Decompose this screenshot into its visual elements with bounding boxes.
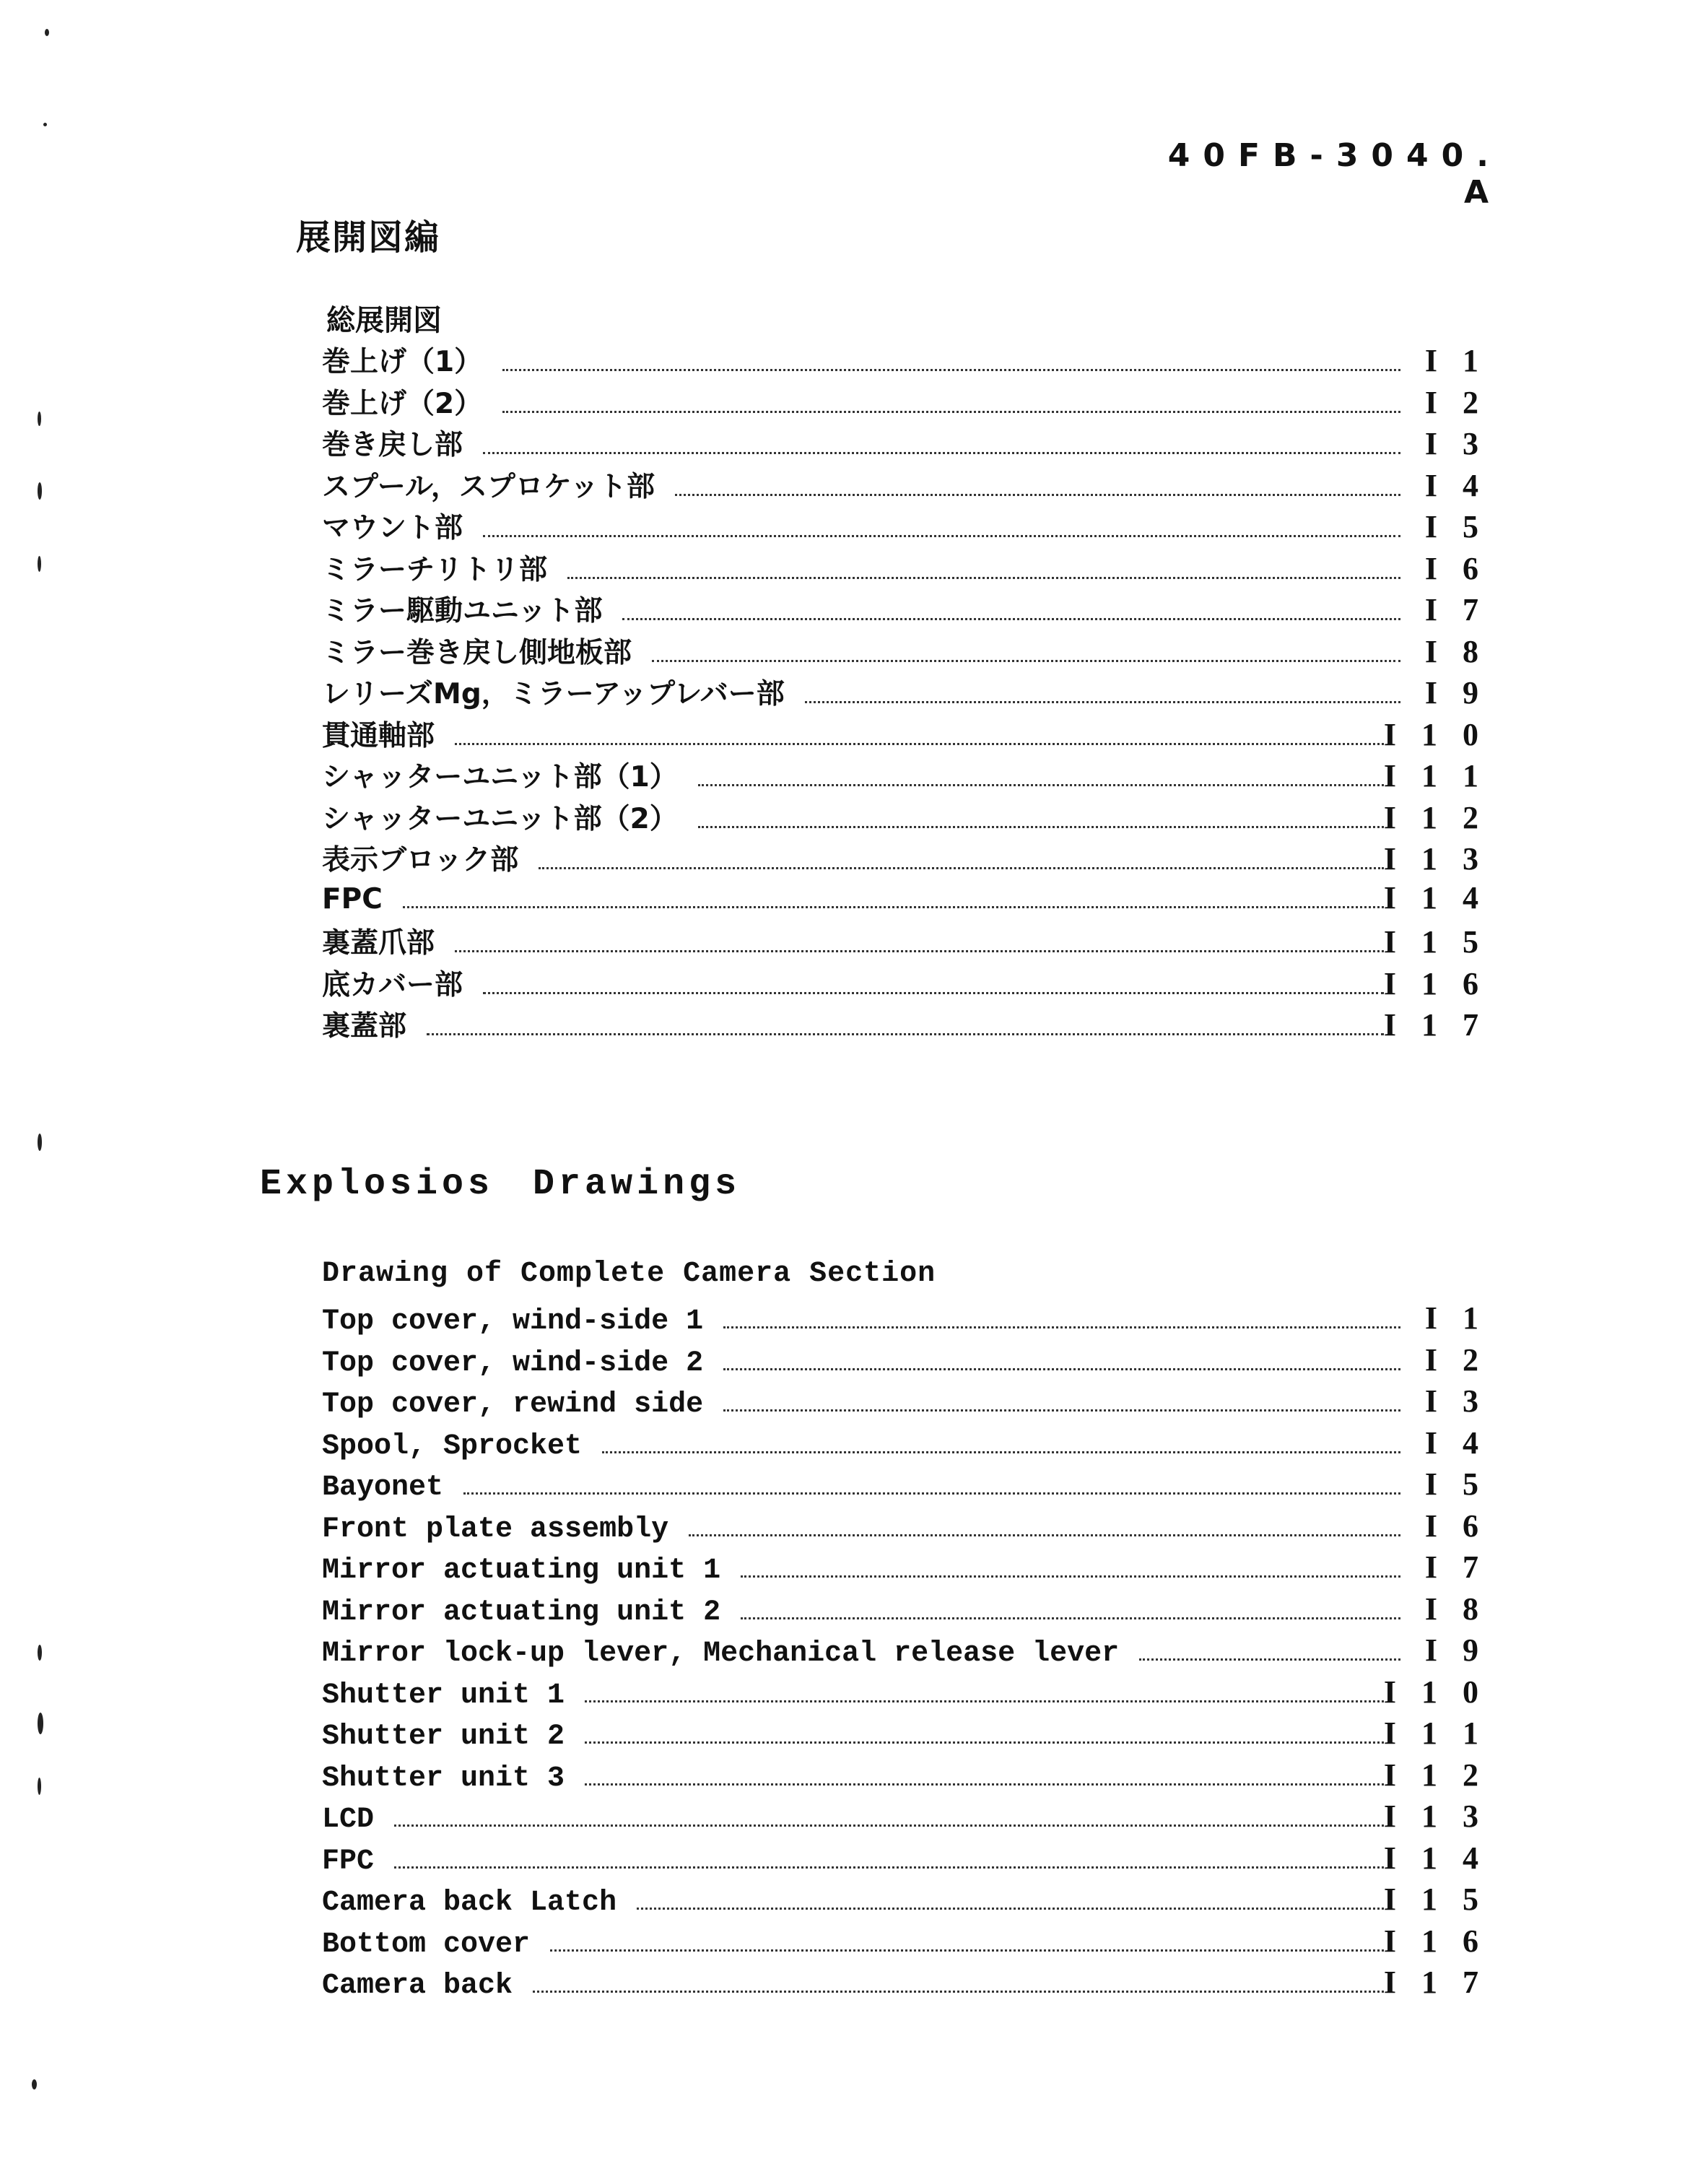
english-toc-row xyxy=(322,1840,1487,1882)
japanese-toc-page-number: I 1 2 xyxy=(1383,799,1487,835)
english-toc-row xyxy=(322,1798,1487,1840)
japanese-toc-label: 底カバー部 xyxy=(322,968,463,1001)
japanese-toc-label: FPC xyxy=(322,882,383,915)
japanese-toc-label: 巻上げ（2） xyxy=(322,387,483,420)
english-toc-row xyxy=(322,1757,1487,1799)
japanese-toc-page-number: I 9 xyxy=(1424,675,1487,710)
dot-leader xyxy=(698,784,1384,786)
english-toc-label: Front plate assembly xyxy=(322,1513,669,1546)
japanese-toc-label: レリーズMg，ミラーアップレバー部 xyxy=(322,678,785,710)
english-toc-page-number: I 9 xyxy=(1424,1632,1487,1668)
scan-speck xyxy=(38,1778,41,1795)
japanese-toc-page-number: I 1 0 xyxy=(1383,716,1487,752)
english-toc-label: Mirror actuating unit 2 xyxy=(322,1596,721,1629)
japanese-toc-label: スプール，スプロケット部 xyxy=(322,470,655,503)
english-toc-page-number: I 1 1 xyxy=(1383,1715,1487,1751)
english-toc-label: Camera back Latch xyxy=(322,1887,617,1919)
japanese-toc-label: 裏蓋部 xyxy=(322,1010,407,1043)
japanese-toc-page-number: I 1 3 xyxy=(1383,841,1487,877)
dot-leader xyxy=(427,1033,1384,1035)
english-toc-row xyxy=(322,1425,1487,1466)
japanese-toc-page-number: I 1 5 xyxy=(1383,924,1487,960)
japanese-toc-page-number: I 8 xyxy=(1424,633,1487,669)
dot-leader xyxy=(1139,1658,1400,1661)
english-toc-row xyxy=(322,1591,1487,1632)
japanese-toc-label: 巻き戻し部 xyxy=(322,429,463,461)
english-toc-page-number: I 5 xyxy=(1424,1466,1487,1502)
english-toc-page-number: I 1 2 xyxy=(1383,1757,1487,1793)
dot-leader xyxy=(455,743,1384,745)
japanese-toc-page-number: I 6 xyxy=(1424,550,1487,586)
scan-speck xyxy=(38,1713,43,1734)
japanese-toc-page-number: I 5 xyxy=(1424,509,1487,544)
dot-leader xyxy=(675,494,1400,496)
english-toc-row xyxy=(322,1715,1487,1757)
japanese-toc-label: ミラー巻き戻し側地板部 xyxy=(322,636,632,669)
dot-leader xyxy=(637,1908,1384,1910)
english-toc-page-number: I 8 xyxy=(1424,1591,1487,1627)
japanese-toc-row xyxy=(322,962,1487,1004)
english-toc-label: Shutter unit 2 xyxy=(322,1721,565,1753)
japanese-toc-row xyxy=(322,1004,1487,1045)
dot-leader xyxy=(622,618,1400,620)
japanese-toc-page-number: I 3 xyxy=(1424,426,1487,461)
english-toc-label: Bayonet xyxy=(322,1471,444,1504)
dot-leader xyxy=(533,1991,1384,1993)
english-toc-label: Spool, Sprocket xyxy=(322,1430,583,1463)
japanese-toc-page-number: I 1 4 xyxy=(1383,879,1487,915)
japanese-toc-row xyxy=(322,464,1487,506)
english-toc-page-number: I 1 7 xyxy=(1383,1965,1487,2000)
english-toc-page-number: I 1 0 xyxy=(1383,1674,1487,1710)
english-toc-page-number: I 1 xyxy=(1424,1300,1487,1336)
japanese-toc-row xyxy=(322,754,1487,796)
english-toc-row xyxy=(322,1923,1487,1965)
japanese-toc-row xyxy=(322,671,1487,713)
japanese-toc-row xyxy=(322,547,1487,589)
english-toc-page-number: I 2 xyxy=(1424,1341,1487,1378)
english-toc-label: Top cover, wind-side 1 xyxy=(322,1305,704,1338)
english-section-title: Explosios Drawings xyxy=(260,1164,741,1205)
japanese-toc-row xyxy=(322,630,1487,672)
japanese-toc-page-number: I 4 xyxy=(1424,467,1487,503)
english-toc-label: Top cover, rewind side xyxy=(322,1388,704,1421)
english-toc-page-number: I 1 3 xyxy=(1383,1799,1487,1834)
japanese-toc-row xyxy=(322,422,1487,464)
english-toc-label: Bottom cover xyxy=(322,1928,531,1961)
japanese-toc-page-number: I 1 xyxy=(1424,343,1487,378)
dot-leader xyxy=(585,1741,1384,1744)
english-toc-page-number: I 1 5 xyxy=(1383,1882,1487,1917)
scan-speck xyxy=(45,29,49,36)
english-toc-row xyxy=(322,1674,1487,1715)
dot-leader xyxy=(394,1824,1384,1827)
scan-speck xyxy=(38,1645,42,1661)
dot-leader xyxy=(689,1534,1400,1536)
scan-speck xyxy=(38,1134,42,1151)
english-toc-page-number: I 1 6 xyxy=(1383,1923,1487,1959)
dot-leader xyxy=(539,867,1384,869)
japanese-toc-label: 巻上げ（1） xyxy=(322,346,483,378)
english-toc-label: Mirror actuating unit 1 xyxy=(322,1554,721,1587)
dot-leader xyxy=(723,1326,1400,1328)
dot-leader xyxy=(585,1783,1384,1786)
dot-leader xyxy=(403,906,1384,908)
japanese-toc-label: 表示ブロック部 xyxy=(322,844,519,877)
dot-leader xyxy=(455,950,1384,952)
english-toc-row xyxy=(322,1466,1487,1508)
japanese-toc-label: ミラーチリトリ部 xyxy=(322,553,548,586)
english-toc-row xyxy=(322,1300,1487,1341)
english-toc-row xyxy=(322,1881,1487,1923)
dot-leader xyxy=(394,1866,1384,1869)
english-toc-row xyxy=(322,1341,1487,1383)
scan-speck xyxy=(38,412,41,426)
english-toc-label: FPC xyxy=(322,1845,375,1878)
dot-leader xyxy=(698,826,1384,828)
english-toc-list xyxy=(322,1300,1487,2006)
japanese-toc-label: 貫通軸部 xyxy=(322,719,435,752)
english-toc-label: Shutter unit 3 xyxy=(322,1762,565,1795)
document-code: 40FB-3040. A xyxy=(1167,137,1502,211)
japanese-toc-row xyxy=(322,588,1487,630)
english-toc-row xyxy=(322,1632,1487,1674)
scan-speck xyxy=(38,482,42,500)
english-toc-row xyxy=(322,1549,1487,1591)
english-toc-page-number: I 4 xyxy=(1424,1425,1487,1461)
dot-leader xyxy=(483,452,1400,454)
dot-leader xyxy=(550,1949,1384,1952)
japanese-section-title: 展開図編 xyxy=(296,217,441,258)
japanese-toc-row xyxy=(322,381,1487,423)
japanese-toc-row xyxy=(322,879,1487,921)
english-toc-page-number: I 6 xyxy=(1424,1508,1487,1544)
english-toc-row xyxy=(322,1508,1487,1549)
dot-leader xyxy=(652,660,1400,662)
japanese-toc-label: シャッターユニット部（1） xyxy=(322,761,678,793)
dot-leader xyxy=(805,701,1400,703)
japanese-toc-list xyxy=(322,339,1487,1045)
japanese-toc-row xyxy=(322,339,1487,381)
japanese-toc-row xyxy=(322,505,1487,547)
dot-leader xyxy=(741,1575,1400,1578)
dot-leader xyxy=(567,577,1400,579)
dot-leader xyxy=(502,411,1400,413)
english-toc-page-number: I 3 xyxy=(1424,1383,1487,1419)
japanese-toc-row xyxy=(322,796,1487,838)
dot-leader xyxy=(602,1451,1400,1453)
japanese-toc-page-number: I 1 6 xyxy=(1383,965,1487,1001)
english-subheading: Drawing of Complete Camera Section xyxy=(322,1258,936,1290)
dot-leader xyxy=(741,1617,1400,1619)
japanese-subheading: 総展開図 xyxy=(326,304,442,337)
japanese-toc-label: シャッターユニット部（2） xyxy=(322,802,678,835)
scan-speck xyxy=(38,556,41,572)
english-toc-label: Mirror lock-up lever, Mechanical release lever xyxy=(322,1637,1120,1670)
english-toc-page-number: I 7 xyxy=(1424,1549,1487,1585)
japanese-toc-row xyxy=(322,713,1487,755)
japanese-toc-label: 裏蓋爪部 xyxy=(322,927,435,960)
dot-leader xyxy=(463,1492,1400,1495)
english-toc-page-number: I 1 4 xyxy=(1383,1840,1487,1876)
dot-leader xyxy=(585,1700,1384,1702)
japanese-toc-page-number: I 2 xyxy=(1424,384,1487,420)
dot-leader xyxy=(502,369,1400,371)
english-toc-label: Top cover, wind-side 2 xyxy=(322,1347,704,1380)
dot-leader xyxy=(483,992,1384,994)
english-toc-row xyxy=(322,1383,1487,1425)
scan-speck xyxy=(43,123,47,126)
english-toc-label: LCD xyxy=(322,1804,375,1836)
japanese-toc-label: ミラー駆動ユニット部 xyxy=(322,595,603,627)
dot-leader xyxy=(483,535,1400,537)
english-toc-label: Camera back xyxy=(322,1970,513,2002)
dot-leader xyxy=(723,1409,1400,1412)
japanese-toc-page-number: I 1 1 xyxy=(1383,758,1487,793)
scan-speck xyxy=(32,2079,37,2089)
dot-leader xyxy=(723,1368,1400,1370)
japanese-toc-label: マウント部 xyxy=(322,512,463,544)
japanese-toc-page-number: I 7 xyxy=(1424,592,1487,627)
japanese-toc-row xyxy=(322,838,1487,879)
japanese-toc-row xyxy=(322,921,1487,962)
english-toc-row xyxy=(322,1964,1487,2006)
japanese-toc-page-number: I 1 7 xyxy=(1383,1007,1487,1043)
english-toc-label: Shutter unit 1 xyxy=(322,1679,565,1712)
